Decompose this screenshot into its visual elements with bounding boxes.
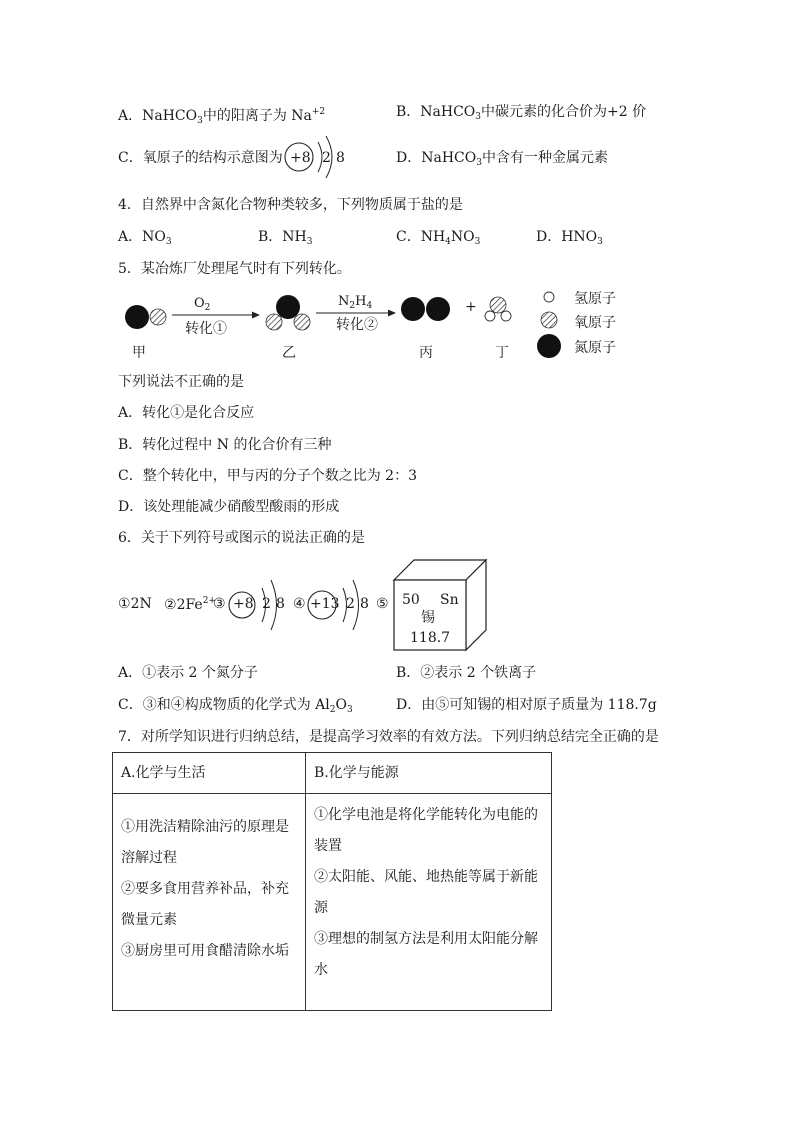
table-a-item-3: ③厨房里可用食醋清除水垢 (121, 943, 289, 959)
q6-symbol-5-mark: ⑤ (376, 596, 389, 612)
legend-hydrogen-icon (544, 292, 554, 302)
legend-hydrogen-label: 氢原子 (574, 291, 616, 307)
atom4-nucleus: +13 (310, 596, 340, 612)
molecule-bing (401, 297, 450, 321)
q6-symbol-1: ①2N (118, 596, 152, 612)
arrow2-top-label: $N_2H_4$ (338, 294, 373, 311)
table-a-item-1: ①用洗洁精除油污的原理是溶解过程 (121, 819, 289, 866)
table-cell-a (113, 794, 306, 1011)
q6-option-a: A．①表示 2 个氮分子 (118, 665, 258, 681)
table-cell-b (306, 794, 552, 1011)
q5-question: 下列说法不正确的是 (118, 374, 244, 390)
q5-option-c: C．整个转化中，甲与丙的分子个数之比为 2：3 (118, 468, 417, 484)
q3-shell2-label: 8 (336, 150, 345, 166)
table-header-b: B.化学与能源 (306, 753, 552, 794)
arrow2-bottom-label: 转化② (336, 317, 378, 333)
q6-symbol-3-mark: ③ (213, 596, 226, 612)
atom4-shell1: 2 (346, 596, 355, 612)
atom3-shell2: 8 (276, 596, 285, 612)
table-b-item-2: ②太阳能、风能、地热能等属于新能源 (314, 869, 538, 916)
plus-sign: + (465, 299, 477, 315)
q4-option-d: D．$HNO_3$ (536, 229, 603, 247)
q5-option-a: A．转化①是化合反应 (118, 405, 255, 421)
tile-element-name: 锡 (421, 610, 435, 626)
table-header-a: A.化学与生活 (113, 753, 306, 794)
q4-stem: 4．自然界中含氮化合物种类较多，下列物质属于盐的是 (118, 197, 463, 213)
q6-option-d: D．由⑤可知锡的相对原子质量为 118.7g (396, 697, 657, 713)
q6-option-b: B．②表示 2 个铁离子 (396, 665, 537, 681)
q4-option-a: A．$NO_3$ (118, 229, 172, 247)
q3-option-b: B．NaHCO$_3$中碳元素的化合价为+2 价 (396, 104, 647, 122)
arrow1-top-label: $O_2$ (194, 296, 211, 313)
table-b-item-1: ①化学电池是将化学能转化为电能的装置 (314, 807, 538, 854)
q4-option-c: C．$NH_4NO_3$ (396, 229, 481, 247)
q6-option-c: C．③和④构成物质的化学式为 $Al_2O_3$ (118, 697, 353, 715)
tile-atomic-number: 50 (402, 592, 420, 608)
label-jia: 甲 (132, 345, 146, 361)
table-b-item-3: ③理想的制氢方法是利用太阳能分解水 (314, 931, 538, 978)
molecule-ding (485, 297, 511, 321)
q4-option-b: B．$NH_3$ (258, 229, 313, 247)
atom3-shell1: 2 (262, 596, 271, 612)
q3-option-a: A．NaHCO$_3$中的阳离子为 $Na^{+2}$ (118, 107, 326, 126)
label-ding: 丁 (495, 345, 509, 361)
q5-stem: 5．某冶炼厂处理尾气时有下列转化。 (118, 261, 351, 277)
arrow1-bottom-label: 转化① (185, 321, 227, 337)
summary-table (112, 752, 552, 1011)
atom4-shell2: 8 (360, 596, 369, 612)
legend-nitrogen-icon (537, 334, 561, 358)
q3-nucleus-label: +8 (290, 150, 311, 166)
tile-symbol: Sn (440, 592, 459, 608)
label-yi: 乙 (282, 345, 296, 361)
table-a-item-2: ②要多食用营养补品，补充微量元素 (121, 881, 289, 928)
q6-symbol-4-mark: ④ (293, 596, 306, 612)
atom3-nucleus: +8 (233, 596, 254, 612)
q5-option-d: D．该处理能减少硝酸型酸雨的形成 (118, 499, 340, 515)
q6-stem: 6．关于下列符号或图示的说法正确的是 (118, 530, 365, 546)
q3-option-d: D．NaHCO$_3$中含有一种金属元素 (396, 150, 608, 168)
tile-atomic-mass: 118.7 (410, 630, 451, 646)
molecule-jia (125, 305, 166, 329)
legend-nitrogen-label: 氮原子 (574, 340, 616, 356)
molecule-yi (266, 295, 310, 330)
q5-reaction-diagram (0, 0, 794, 400)
q5-option-b: B．转化过程中 N 的化合价有三种 (118, 437, 332, 453)
q3-option-c: C．氧原子的结构示意图为 (118, 150, 283, 166)
q6-symbol-2: $②2Fe^{2+}$ (164, 596, 216, 613)
q3-shell1-label: 2 (322, 150, 331, 166)
q7-stem: 7．对所学知识进行归纳总结，是提高学习效率的有效方法。下列归纳总结完全正确的是 (118, 729, 659, 745)
legend-oxygen-label: 氧原子 (574, 315, 616, 331)
legend-oxygen-icon (541, 312, 557, 328)
label-bing: 丙 (419, 345, 433, 361)
